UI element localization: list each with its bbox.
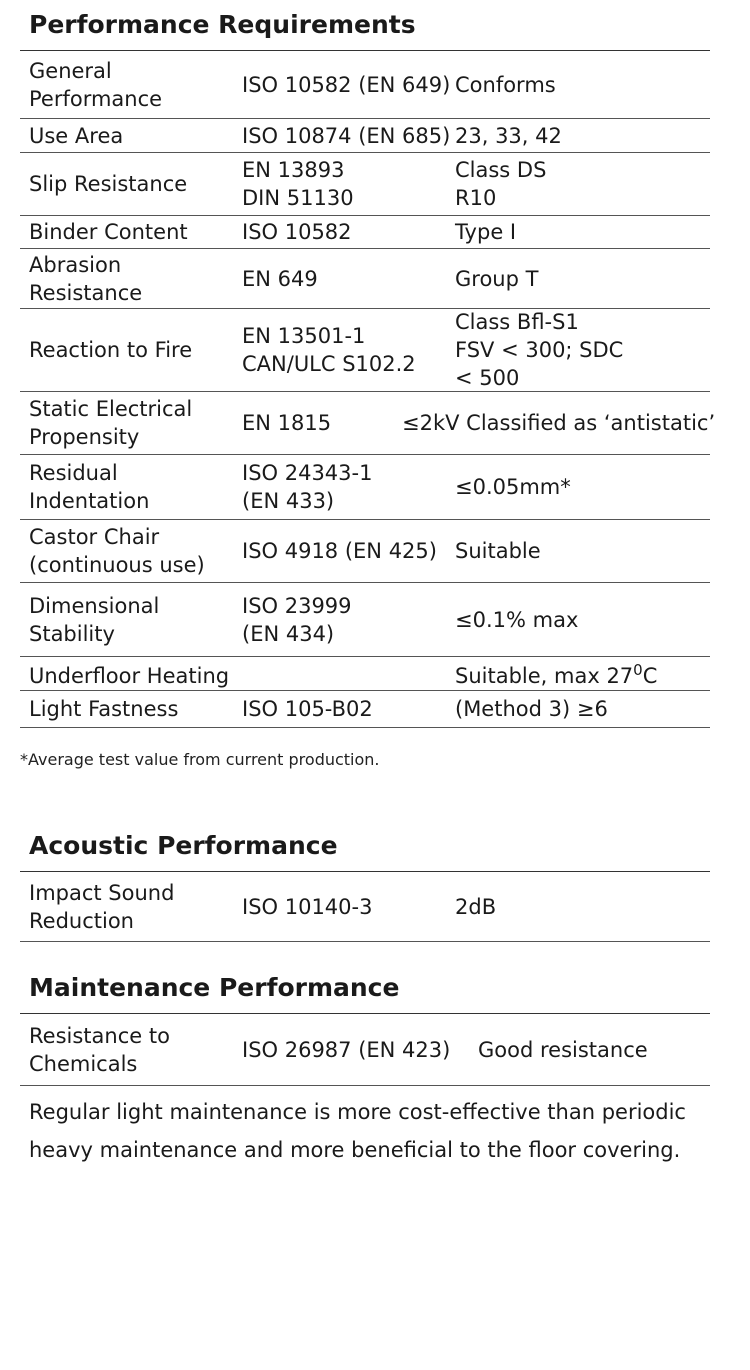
performance-table (20, 50, 716, 728)
row-value (455, 51, 715, 118)
row-label-line: Abrasion (29, 252, 122, 277)
performance-title: Performance Requirements (29, 10, 416, 39)
row-standard (242, 455, 452, 519)
row-standard-line: EN 1815 (242, 411, 332, 435)
row-standard-line: ISO 4918 (EN 425) (242, 539, 437, 563)
row-standard-line: ISO 26987 (EN 423) (242, 1037, 451, 1062)
row-standard (242, 583, 452, 656)
row-label-line: General (29, 58, 112, 83)
row-value (402, 392, 716, 454)
row-value-line: Suitable, $\max 27^0C$ (455, 661, 658, 688)
row-label (29, 1014, 239, 1085)
table-row (20, 583, 710, 657)
row-label (29, 455, 239, 519)
row-standard-line: EN 649 (242, 266, 318, 291)
table-row (20, 520, 710, 583)
row-standard-line: (EN 434) (242, 621, 335, 646)
row-label-line: Impact Sound (29, 880, 175, 905)
row-label-line: Resistance to (29, 1023, 170, 1048)
row-label-line: Use Area (29, 123, 124, 148)
row-value-line: R10 (455, 186, 497, 210)
row-label-line: Residual (29, 461, 118, 485)
row-standard-line: ISO 10582 (242, 220, 352, 244)
row-value-line: (Method 3) ≥6 (455, 697, 608, 721)
row-label-line: (continuous use) (29, 553, 205, 577)
row-standard-line: ISO 10582 (EN 649) (242, 72, 451, 97)
row-label-line: Performance (29, 86, 163, 111)
row-value-line: < 500 (455, 366, 520, 390)
row-value-line: Conforms (455, 72, 556, 97)
acoustic-section (20, 831, 710, 942)
row-value (455, 309, 715, 391)
row-value (455, 872, 715, 941)
row-label-line: Reduction (29, 908, 134, 933)
row-value (455, 691, 715, 727)
row-value (455, 153, 715, 215)
row-value (455, 249, 715, 308)
footnote: *Average test value from current production. (20, 750, 380, 769)
row-value (478, 1014, 738, 1085)
row-value-line: FSV < 300; SDC (455, 338, 624, 362)
row-standard-line: (EN 433) (242, 489, 335, 513)
row-label-line: Chemicals (29, 1051, 138, 1076)
table-row (20, 51, 710, 119)
row-value (455, 657, 715, 690)
row-label (29, 153, 239, 215)
row-value (455, 583, 715, 656)
table-row (20, 216, 710, 249)
table-row (20, 455, 710, 520)
row-standard-line: EN 13893 (242, 158, 345, 182)
row-standard (242, 872, 452, 941)
row-standard (242, 249, 452, 308)
acoustic-title: Acoustic Performance (29, 831, 338, 860)
row-label-line: Light Fastness (29, 697, 179, 721)
maintenance-table (20, 1013, 710, 1086)
row-standard-line: ISO 10874 (EN 685) (242, 123, 451, 148)
row-value-line: 23, 33, 42 (455, 123, 562, 148)
row-value (455, 455, 715, 519)
row-label-line: Indentation (29, 489, 150, 513)
table-row (20, 153, 710, 216)
row-standard-line: EN 13501-1 (242, 324, 366, 348)
row-label (29, 216, 239, 248)
table-row (20, 309, 710, 392)
row-value-line: Type I (455, 220, 517, 244)
row-standard (242, 1014, 452, 1085)
maintenance-paragraph: Regular light maintenance is more cost-effective than periodic heavy maintenance and more beneficial to the floor covering. (29, 1100, 686, 1162)
row-label (29, 392, 239, 454)
row-standard (242, 216, 452, 248)
performance-section (20, 10, 716, 728)
row-label-line: Slip Resistance (29, 172, 188, 196)
row-value-line: ≤0.05mm* (455, 475, 571, 499)
row-value-line: 2dB (455, 894, 497, 919)
row-label-line: Castor Chair (29, 525, 160, 549)
row-label-line: Dimensional (29, 593, 160, 618)
table-row (20, 249, 710, 309)
row-value-line: ≤0.1% max (455, 607, 579, 632)
row-label-line: Stability (29, 621, 115, 646)
row-label (29, 51, 239, 118)
row-label (29, 309, 239, 391)
row-standard (242, 691, 452, 727)
superscript: 0 (633, 661, 643, 679)
row-value (455, 216, 715, 248)
row-value-line: Suitable (455, 539, 541, 563)
row-label-line: Reaction to Fire (29, 338, 193, 362)
row-label (29, 119, 239, 152)
row-value (455, 119, 715, 152)
row-standard (242, 657, 452, 690)
row-label (29, 691, 239, 727)
row-standard (242, 119, 452, 152)
row-label-line: Underfloor Heating (29, 664, 230, 688)
row-standard-line: ISO 23999 (242, 593, 352, 618)
row-standard (242, 520, 452, 582)
row-standard (242, 51, 452, 118)
row-label (29, 583, 239, 656)
row-standard-line: ISO 24343-1 (242, 461, 373, 485)
row-standard-line: DIN 51130 (242, 186, 354, 210)
table-row (20, 1014, 710, 1086)
row-standard-line: ISO 10140-3 (242, 894, 373, 919)
row-standard-line: ISO 105-B02 (242, 697, 373, 721)
row-label-line: Binder Content (29, 220, 188, 244)
row-value-line: Group T (455, 266, 539, 291)
row-label (29, 872, 239, 941)
unit-tail: C (642, 664, 658, 688)
row-value-line: Class Bfl-S1 (455, 310, 579, 334)
maintenance-section (20, 973, 710, 1086)
row-label-line: Resistance (29, 280, 143, 305)
row-label-line: Static Electrical (29, 397, 193, 421)
acoustic-table (20, 871, 710, 942)
row-label (29, 520, 239, 582)
table-row (20, 119, 710, 153)
row-label (29, 657, 239, 690)
row-standard-line: CAN/ULC S102.2 (242, 352, 416, 376)
row-value-line: Good resistance (478, 1037, 648, 1062)
row-value (455, 520, 715, 582)
maintenance-title: Maintenance Performance (29, 973, 400, 1002)
table-row (20, 872, 710, 942)
table-row (20, 691, 710, 728)
row-standard (242, 309, 452, 391)
table-row (20, 657, 710, 691)
table-row (20, 392, 716, 455)
row-label-line: Propensity (29, 425, 140, 449)
row-value-line: ≤2kV Classified as ‘antistatic’ (402, 411, 716, 435)
row-standard (242, 153, 452, 215)
row-value-line: Class DS (455, 158, 547, 182)
row-label (29, 249, 239, 308)
